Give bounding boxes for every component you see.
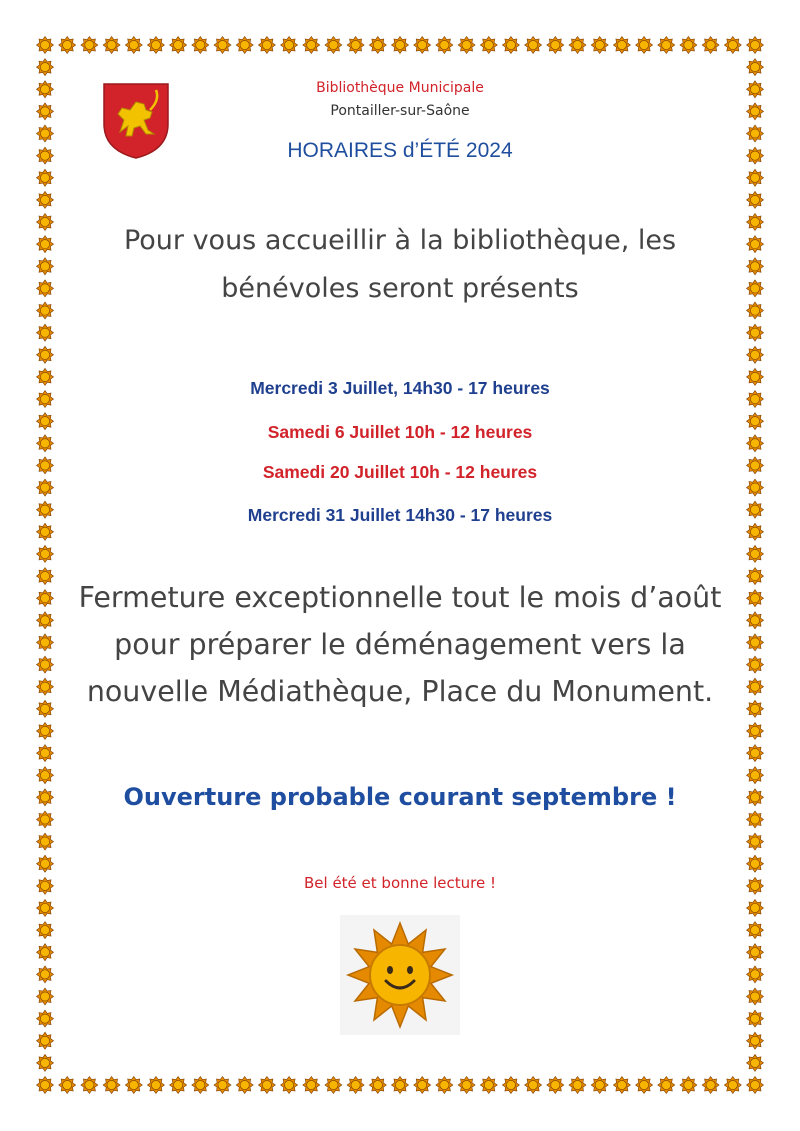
border-sun-icon [236,1077,253,1094]
border-sun-icon [480,1077,497,1094]
border-sun-icon [747,324,764,341]
border-sun-icon [81,37,98,54]
border-sun-icon [747,59,764,76]
border-sun-icon [591,37,608,54]
border-sun-icon [258,1077,275,1094]
library-name: Bibliothèque Municipale [316,80,484,96]
schedule-item-2: Samedi 6 Juillet 10h - 12 heures [267,422,533,442]
border-sun-icon [747,1010,764,1027]
border-sun-icon [37,988,54,1005]
border-sun-icon [502,37,519,54]
smiling-sun-icon [340,915,460,1035]
border-sun-icon [747,767,764,784]
border-sun-icon [192,1077,209,1094]
border-sun-icon [525,37,542,54]
border-sun-icon [747,1032,764,1049]
border-sun-icon [258,37,275,54]
border-sun-icon [747,988,764,1005]
border-sun-icon [369,1077,386,1094]
border-sun-icon [569,1077,586,1094]
border-sun-icon [37,745,54,762]
border-sun-icon [37,1032,54,1049]
border-sun-icon [281,37,298,54]
border-sun-icon [37,922,54,939]
border-sun-icon [37,37,54,54]
border-sun-icon [680,1077,697,1094]
border-sun-icon [569,37,586,54]
border-sun-icon [37,855,54,872]
border-sun-icon [747,346,764,363]
border-sun-icon [747,1077,764,1094]
border-sun-icon [170,37,187,54]
border-sun-icon [81,1077,98,1094]
border-sun-icon [303,1077,320,1094]
border-sun-icon [547,1077,564,1094]
border-sun-icon [236,37,253,54]
border-sun-icon [747,855,764,872]
border-sun-icon [658,37,675,54]
border-sun-icon [525,1077,542,1094]
border-sun-icon [458,1077,475,1094]
border-sun-icon [369,37,386,54]
border-sun-icon [37,833,54,850]
border-sun-icon [747,745,764,762]
intro-line-1: Pour vous accueillir à la bibliothèque, les [123,225,677,256]
border-sun-icon [747,944,764,961]
border-sun-icon [702,1077,719,1094]
border-sun-icon [747,1054,764,1071]
schedule-item-1: Mercredi 3 Juillet, 14h30 - 17 heures [250,378,550,398]
border-sun-icon [192,37,209,54]
border-sun-icon [613,1077,630,1094]
border-sun-icon [325,37,342,54]
border-sun-icon [37,811,54,828]
border-sun-icon [59,37,76,54]
border-sun-icon [747,833,764,850]
border-sun-icon [37,346,54,363]
schedule-item-3: Samedi 20 Juillet 10h - 12 heures [262,462,538,482]
border-sun-icon [392,37,409,54]
closing-wish: Bel été et bonne lecture ! [303,874,497,892]
border-sun-icon [747,966,764,983]
border-sun-icon [414,37,431,54]
border-sun-icon [325,1077,342,1094]
intro-line-2: bénévoles seront présents [221,273,579,304]
border-sun-icon [281,1077,298,1094]
border-sun-icon [37,191,54,208]
border-sun-icon [37,944,54,961]
border-sun-icon [547,37,564,54]
border-sun-icon [37,59,54,76]
border-sun-icon [458,37,475,54]
border-sun-icon [747,545,764,562]
border-sun-icon [747,723,764,740]
border-sun-icon [591,1077,608,1094]
schedule-item-4: Mercredi 31 Juillet 14h30 - 17 heures [247,505,553,525]
page-title: HORAIRES d’ÉTÉ 2024 [287,139,513,162]
border-sun-icon [747,900,764,917]
border-sun-icon [480,37,497,54]
border-sun-icon [214,37,231,54]
border-sun-icon [37,966,54,983]
border-sun-icon [103,37,120,54]
border-sun-icon [37,545,54,562]
border-sun-icon [347,37,364,54]
border-sun-icon [214,1077,231,1094]
border-sun-icon [636,1077,653,1094]
border-sun-icon [103,1077,120,1094]
border-sun-icon [37,723,54,740]
border-sun-icon [747,169,764,186]
border-sun-icon [724,37,741,54]
border-sun-icon [724,1077,741,1094]
border-sun-icon [636,37,653,54]
border-sun-icon [147,1077,164,1094]
border-sun-icon [37,767,54,784]
border-sun-icon [303,37,320,54]
border-sun-icon [436,1077,453,1094]
border-sun-icon [125,1077,142,1094]
closing-line-1: Fermeture exceptionnelle tout le mois d’août [78,581,722,614]
border-sun-icon [436,37,453,54]
border-sun-icon [59,1077,76,1094]
border-sun-icon [37,1054,54,1071]
closing-line-3: nouvelle Médiathèque, Place du Monument. [86,675,714,708]
border-sun-icon [37,169,54,186]
border-sun-icon [147,37,164,54]
border-sun-icon [502,1077,519,1094]
town-name: Pontailler-sur-Saône [330,103,470,119]
border-sun-icon [658,1077,675,1094]
border-sun-icon [392,1077,409,1094]
border-sun-icon [680,37,697,54]
border-sun-icon [170,1077,187,1094]
border-sun-icon [37,1077,54,1094]
border-sun-icon [37,900,54,917]
border-sun-icon [747,922,764,939]
border-sun-icon [37,1010,54,1027]
border-sun-icon [37,324,54,341]
border-sun-icon [347,1077,364,1094]
border-sun-icon [613,37,630,54]
closing-line-2: pour préparer le déménagement vers la [114,628,686,661]
border-sun-icon [747,37,764,54]
border-sun-icon [414,1077,431,1094]
border-sun-icon [747,191,764,208]
border-sun-icon [747,811,764,828]
border-sun-icon [125,37,142,54]
border-sun-icon [702,37,719,54]
opening-announcement: Ouverture probable courant septembre ! [123,783,677,811]
